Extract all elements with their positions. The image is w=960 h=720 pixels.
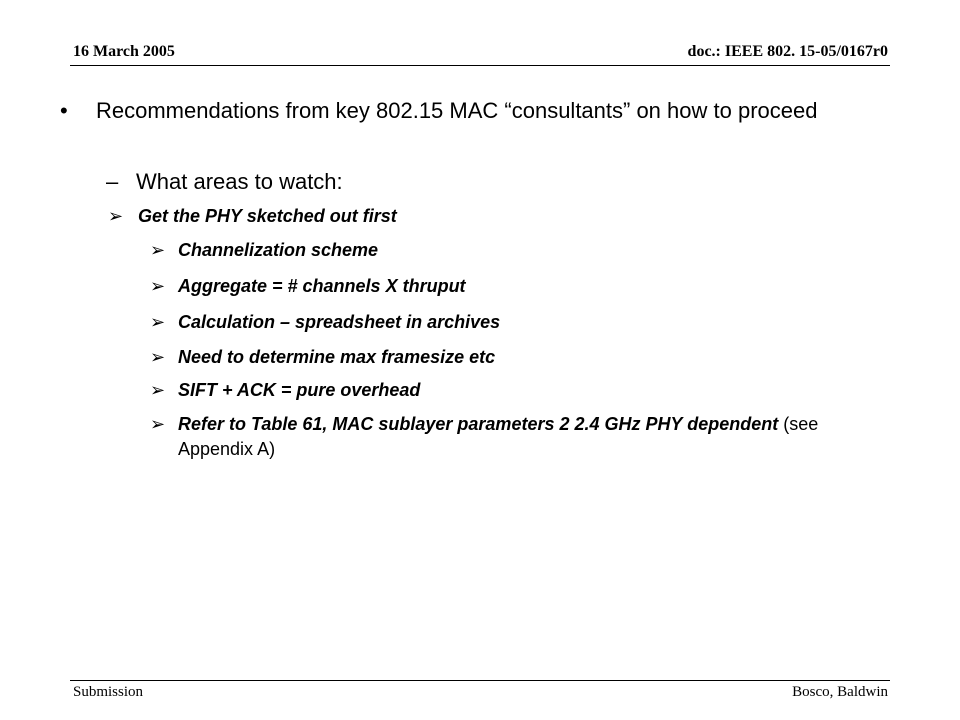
dash-icon: –	[106, 169, 119, 194]
footer-submission: Submission	[73, 684, 144, 700]
arrow-icon: ➢	[150, 276, 166, 296]
arrow-icon: ➢	[150, 347, 166, 367]
list-item	[150, 412, 870, 462]
list-item-text: SIFT + ACK = pure overhead	[178, 380, 421, 400]
list-item-text: Calculation – spreadsheet in archives	[178, 312, 501, 332]
list-item	[150, 378, 870, 403]
arrow-icon: ➢	[150, 312, 166, 332]
list-item-text: Need to determine max framesize etc	[178, 347, 496, 367]
list-item-text: Channelization scheme	[178, 240, 379, 260]
arrow-icon: ➢	[150, 240, 166, 260]
footer-rule	[70, 680, 890, 681]
arrow-icon: ➢	[150, 380, 166, 400]
list-item	[150, 274, 870, 299]
bullet-level3	[108, 204, 397, 229]
list-item-text-plain: (see Appendix A)	[178, 414, 819, 459]
header-doc-id: doc.: IEEE 802. 15-05/0167r0	[687, 43, 888, 60]
bullet-level2-text: What areas to watch:	[136, 169, 343, 194]
bullet-level1	[60, 96, 880, 126]
arrow-icon: ➢	[150, 414, 166, 434]
list-item-text-bold: Refer to Table 61, MAC sublayer parameters 2 2.4 GHz PHY dependent	[178, 414, 779, 434]
list-item-text	[178, 412, 870, 462]
list-item-text: Aggregate = # channels X thruput	[178, 276, 466, 296]
arrow-icon: ➢	[108, 206, 124, 226]
footer-authors: Bosco, Baldwin	[792, 684, 888, 700]
bullet-level2	[106, 168, 343, 196]
header-date: 16 March 2005	[73, 43, 175, 60]
list-item	[150, 238, 870, 263]
header-rule	[70, 65, 890, 66]
bullet-dot-icon: •	[60, 98, 68, 123]
list-item	[150, 345, 870, 370]
bullet-level1-text: Recommendations from key 802.15 MAC “consultants” on how to proceed	[96, 98, 818, 123]
bullet-level3-text: Get the PHY sketched out first	[138, 206, 397, 226]
list-item	[150, 310, 870, 335]
